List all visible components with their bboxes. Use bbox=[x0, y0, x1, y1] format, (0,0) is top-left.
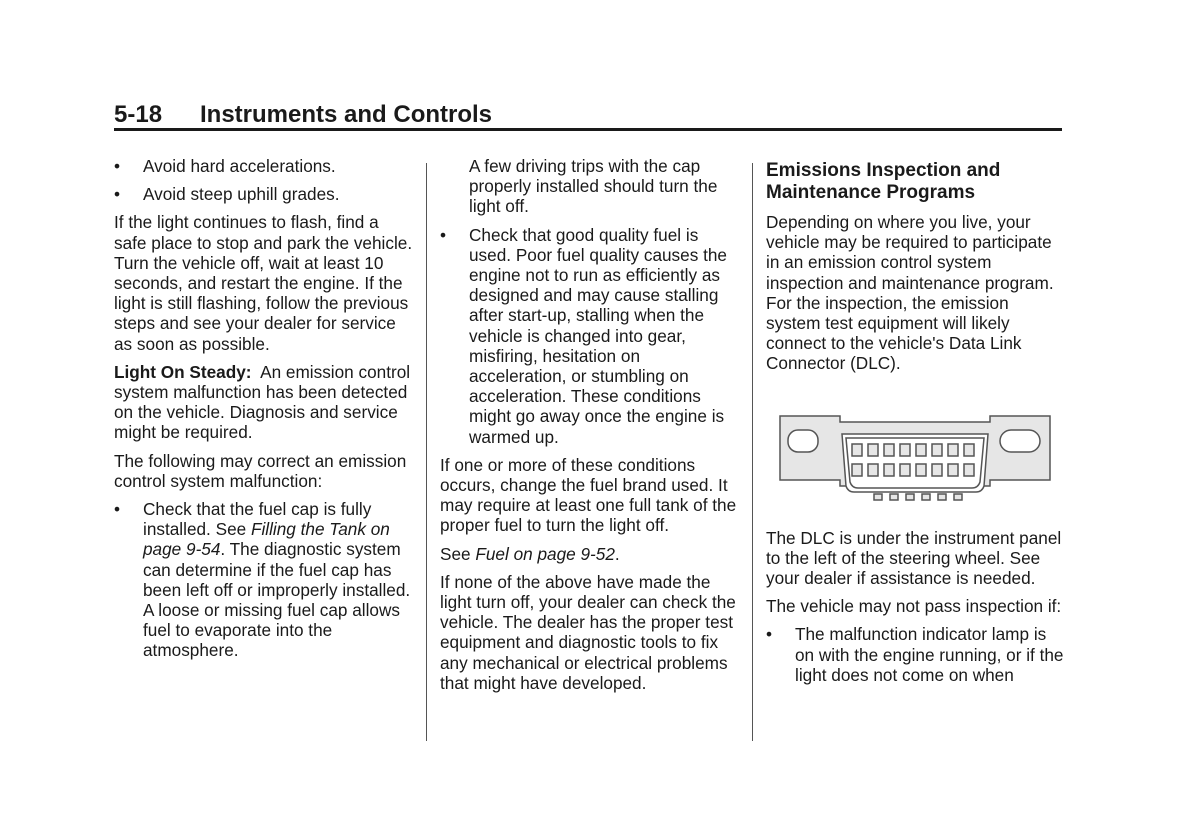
connector-face bbox=[842, 434, 988, 492]
cross-reference-link[interactable]: Filling the Tank on page 9-54 bbox=[143, 519, 390, 560]
connector-pin bbox=[884, 464, 894, 476]
cross-reference-link[interactable]: Fuel on page 9-52 bbox=[475, 543, 615, 564]
column-1 bbox=[114, 156, 414, 669]
bullet-text: The malfunction indicator lamp is on with the engine running, or if the light does not come on when bbox=[795, 624, 1064, 685]
connector-lead bbox=[906, 494, 914, 500]
connector-lead bbox=[922, 494, 930, 500]
dlc-connector-figure bbox=[778, 408, 1054, 504]
header-rule bbox=[114, 128, 1062, 131]
connector-pin bbox=[948, 464, 958, 476]
bullet-continuation: A few driving trips with the cap properly installed should turn the light off. bbox=[469, 156, 718, 217]
paragraph-see-fuel bbox=[440, 544, 740, 564]
bullet-text: Check that good quality fuel is used. Poor fuel quality causes the engine not to run as efficiently as designed and may cause stalling after start-up, stalling when the vehicle is changed into gear, misfiring, hesitation on acceleration, or stumbling on acceleration. These conditions might go away once the engine is warmed up. bbox=[469, 224, 727, 447]
connector-lead bbox=[938, 494, 946, 500]
connector-pin bbox=[948, 444, 958, 456]
connector-pin bbox=[868, 464, 878, 476]
steady-text: An emission control system malfunction has been detected on the vehicle. Diagnosis and service might be required. bbox=[114, 361, 411, 443]
connector-pin bbox=[868, 444, 878, 456]
mounting-hole-left bbox=[788, 430, 818, 452]
see-prefix: See bbox=[440, 543, 476, 564]
bullet-item bbox=[114, 499, 414, 661]
bullet-glyph: • bbox=[440, 224, 447, 245]
bullet-text-b: . The diagnostic system can determine if the fuel cap has been left off or improperly installed. A loose or missing fuel cap allows fuel to evaporate into the atmosphere. bbox=[143, 539, 411, 661]
page-number: 5-18 bbox=[114, 101, 163, 128]
section-title: Instruments and Controls bbox=[200, 101, 493, 128]
column-divider-2 bbox=[752, 163, 753, 741]
dlc-connector-icon bbox=[778, 408, 1054, 504]
connector-pin bbox=[852, 464, 862, 476]
connector-lead bbox=[874, 494, 882, 500]
connector-pin bbox=[932, 444, 942, 456]
bullet-glyph: • bbox=[114, 499, 121, 520]
paragraph-correct-malfunction: The following may correct an emission control system malfunction: bbox=[114, 450, 407, 491]
bullet-item bbox=[114, 184, 414, 204]
paragraph-dealer-check: If none of the above have made the light turn off, your dealer can check the vehicle. The dealer has the proper test equipment and diagnostic tools to fix any mechanical or electrical problems that might have developed. bbox=[440, 571, 736, 693]
see-suffix: . bbox=[614, 543, 620, 564]
connector-pin bbox=[884, 444, 894, 456]
page-header bbox=[114, 101, 1062, 131]
bullet-text-a: Check that the fuel cap is fully installed. See bbox=[143, 499, 372, 540]
connector-pin bbox=[964, 444, 974, 456]
bullet-text: Avoid steep uphill grades. bbox=[143, 184, 340, 205]
paragraph-flashing-light: If the light continues to flash, find a safe place to stop and park the vehicle. Turn the vehicle off, wait at least 10 seconds, and restart the engine. If the light is still flashing, follow the previous steps and see your dealer for service as soon as possible. bbox=[114, 212, 413, 354]
paragraph-dlc-location: The DLC is under the instrument panel to the left of the steering wheel. See your dealer if assistance is needed. bbox=[766, 527, 1062, 589]
connector-pin bbox=[932, 464, 942, 476]
bullet-item bbox=[440, 225, 740, 447]
paragraph-change-fuel: If one or more of these conditions occurs, change the fuel brand used. It may require at least one full tank of the proper fuel to turn the light off. bbox=[440, 454, 737, 536]
bullet-item bbox=[766, 624, 1066, 685]
connector-lead bbox=[954, 494, 962, 500]
column-3 bbox=[766, 156, 1066, 693]
bullet-text: Avoid hard accelerations. bbox=[143, 156, 336, 176]
connector-pin bbox=[964, 464, 974, 476]
paragraph-inspection-program: Depending on where you live, your vehicle may be required to participate in an emission control system inspection and maintenance program. For the inspection, the emission system test equipment will likely connect to the vehicle's Data Link Connector (DLC). bbox=[766, 212, 1054, 374]
bullet-glyph: • bbox=[114, 156, 121, 176]
section-heading: Emissions Inspection and Maintenance Programs bbox=[766, 160, 1001, 203]
bullet-item bbox=[114, 156, 414, 176]
connector-lead bbox=[890, 494, 898, 500]
connector-pin bbox=[852, 444, 862, 456]
connector-pin bbox=[916, 464, 926, 476]
connector-pin bbox=[900, 444, 910, 456]
column-divider-1 bbox=[426, 163, 427, 741]
paragraph-may-not-pass: The vehicle may not pass inspection if: bbox=[766, 596, 1062, 617]
paragraph-light-on-steady bbox=[114, 362, 414, 443]
column-2 bbox=[440, 156, 740, 701]
mounting-hole-right bbox=[1000, 430, 1040, 452]
steady-label: Light On Steady: bbox=[114, 361, 252, 382]
connector-pin bbox=[916, 444, 926, 456]
bullet-glyph: • bbox=[114, 184, 121, 205]
bullet-glyph: • bbox=[766, 624, 773, 645]
connector-pin bbox=[900, 464, 910, 476]
